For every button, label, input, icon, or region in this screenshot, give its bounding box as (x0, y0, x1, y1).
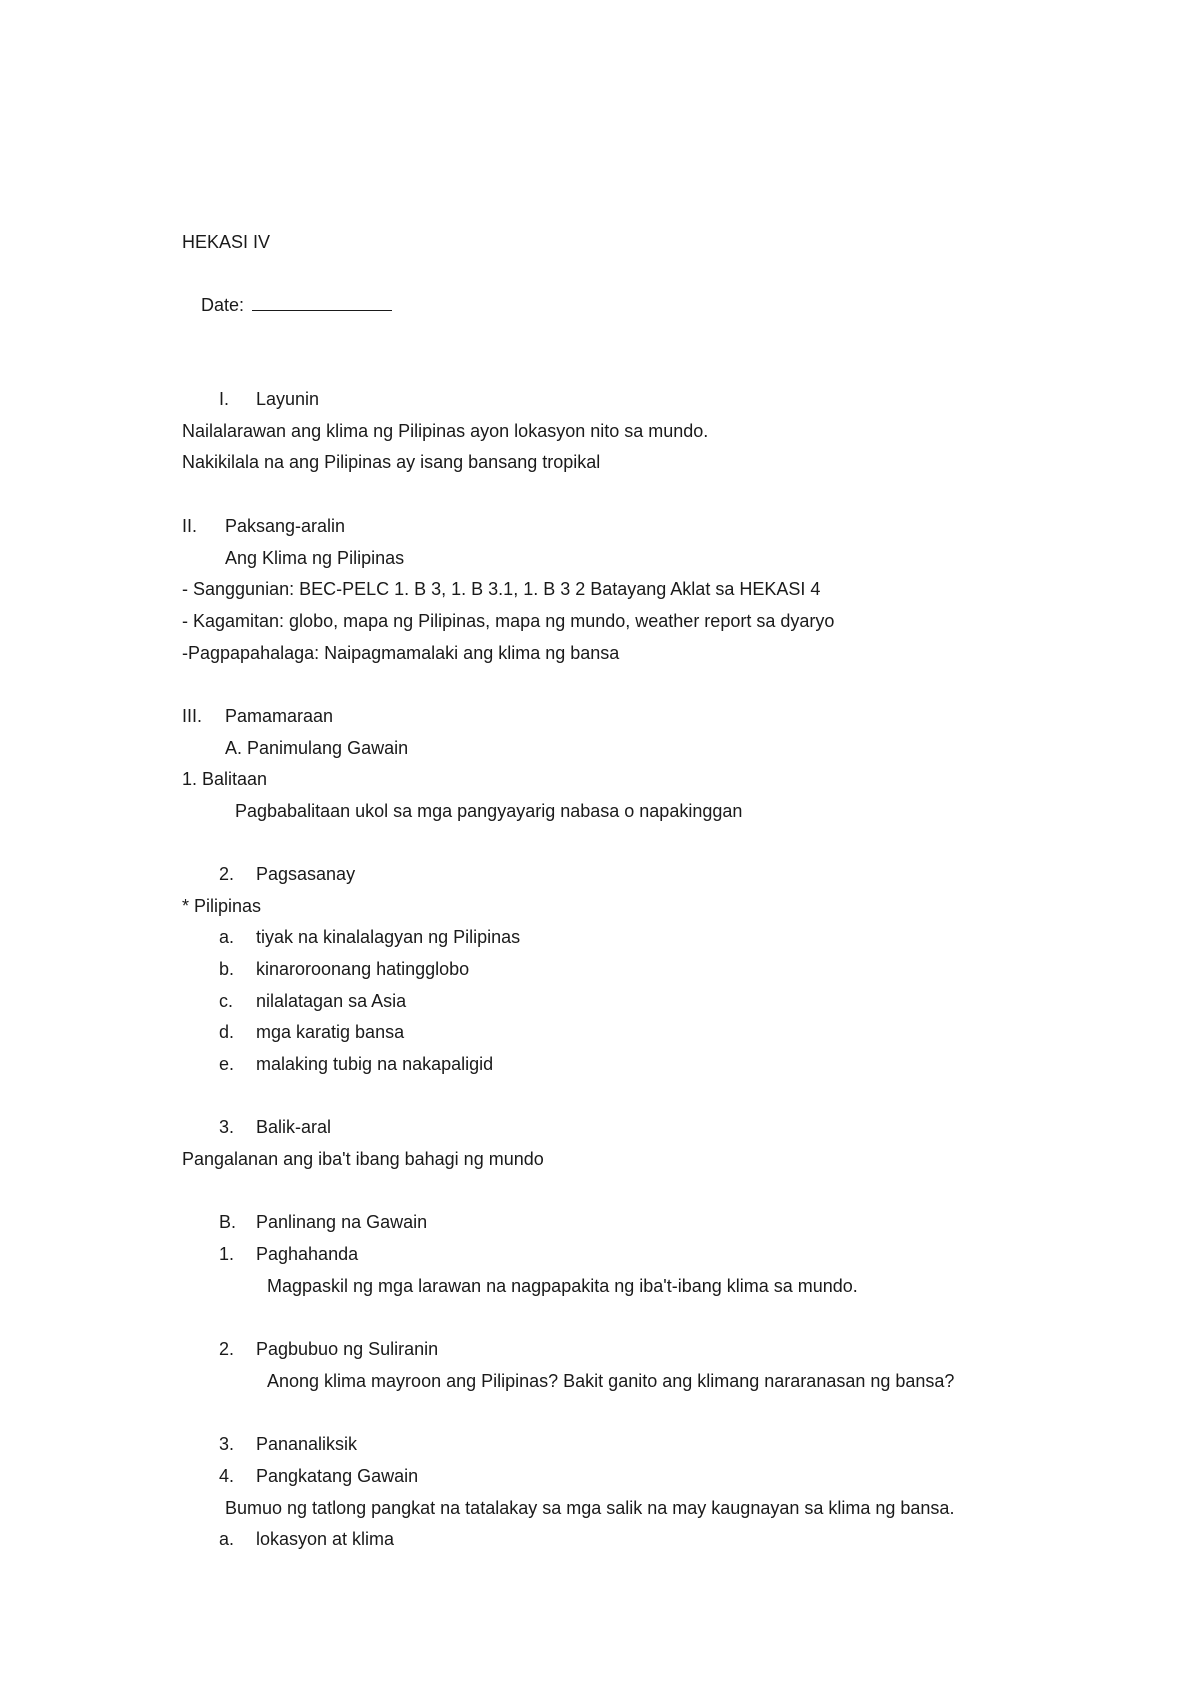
section3-item2-sub: * Pilipinas (182, 896, 262, 916)
section2-line-1: - Sanggunian: BEC-PELC 1. B 3, 1. B 3.1, 1. B 3 2 Batayang Aklat sa HEKASI 4 (182, 579, 821, 599)
list-item: tiyak na kinalalagyan ng Pilipinas (256, 927, 521, 947)
section2-heading: Paksang-aralin (225, 516, 346, 536)
date-field (201, 294, 392, 316)
section2-topic: Ang Klima ng Pilipinas (225, 548, 405, 568)
part-b-item2: Pagbubuo ng Suliranin (256, 1339, 439, 1359)
part-b-sub-item: lokasyon at klima (256, 1529, 395, 1549)
section3-item1: 1. Balitaan (182, 769, 268, 789)
list-letter: c. (219, 991, 234, 1011)
part-b-group-text: Bumuo ng tatlong pangkat na tatalakay sa mga salik na may kaugnayan sa klima ng bansa. (225, 1498, 955, 1518)
part-b-item2-desc: Anong klima mayroon ang Pilipinas? Bakit ganito ang klimang nararanasan ng bansa? (267, 1371, 955, 1391)
section2-line-2: - Kagamitan: globo, mapa ng Pilipinas, mapa ng mundo, weather report sa dyaryo (182, 611, 835, 631)
list-item: mga karatig bansa (256, 1022, 405, 1042)
list-item: nilalatagan sa Asia (256, 991, 407, 1011)
section3-item2-number: 2. (219, 864, 235, 884)
part-b-item4-number: 4. (219, 1466, 235, 1486)
section3-item2: Pagsasanay (256, 864, 356, 884)
part-b-item1-desc: Magpaskil ng mga larawan na nagpapakita ng iba't-ibang klima sa mundo. (267, 1276, 858, 1296)
part-b-item1-number: 1. (219, 1244, 235, 1264)
section1-line-2: Nakikilala na ang Pilipinas ay isang bansang tropikal (182, 452, 601, 472)
doc-title: HEKASI IV (182, 232, 271, 252)
section3-item3: Balik-aral (256, 1117, 332, 1137)
section1-heading: Layunin (256, 389, 320, 409)
list-item: kinaroroonang hatingglobo (256, 959, 470, 979)
section3-item1-text: Pagbabalitaan ukol sa mga pangyayarig nabasa o napakinggan (235, 801, 743, 821)
section3-item3-text: Pangalanan ang iba't ibang bahagi ng mundo (182, 1149, 544, 1169)
date-blank-line (252, 294, 392, 311)
section1-numeral: I. (219, 389, 230, 409)
list-letter: e. (219, 1054, 235, 1074)
section3-heading: Pamamaraan (225, 706, 334, 726)
part-b-item3: Pananaliksik (256, 1434, 358, 1454)
part-b-sub-letter: a. (219, 1529, 235, 1549)
list-letter: b. (219, 959, 235, 979)
section3-item3-number: 3. (219, 1117, 235, 1137)
list-item: malaking tubig na nakapaligid (256, 1054, 494, 1074)
list-letter: d. (219, 1022, 235, 1042)
section3-part-a: A. Panimulang Gawain (225, 738, 409, 758)
section3-numeral: III. (182, 706, 203, 726)
part-b-item3-number: 3. (219, 1434, 235, 1454)
part-b-item2-number: 2. (219, 1339, 235, 1359)
part-b-heading: Panlinang na Gawain (256, 1212, 428, 1232)
part-b-letter: B. (219, 1212, 237, 1232)
part-b-item1: Paghahanda (256, 1244, 359, 1264)
date-label: Date: (201, 295, 245, 315)
list-letter: a. (219, 927, 235, 947)
section2-line-3: -Pagpapahalaga: Naipagmamalaki ang klima ng bansa (182, 643, 620, 663)
part-b-item4: Pangkatang Gawain (256, 1466, 419, 1486)
section1-line-1: Nailalarawan ang klima ng Pilipinas ayon lokasyon nito sa mundo. (182, 421, 709, 441)
section2-numeral: II. (182, 516, 198, 536)
